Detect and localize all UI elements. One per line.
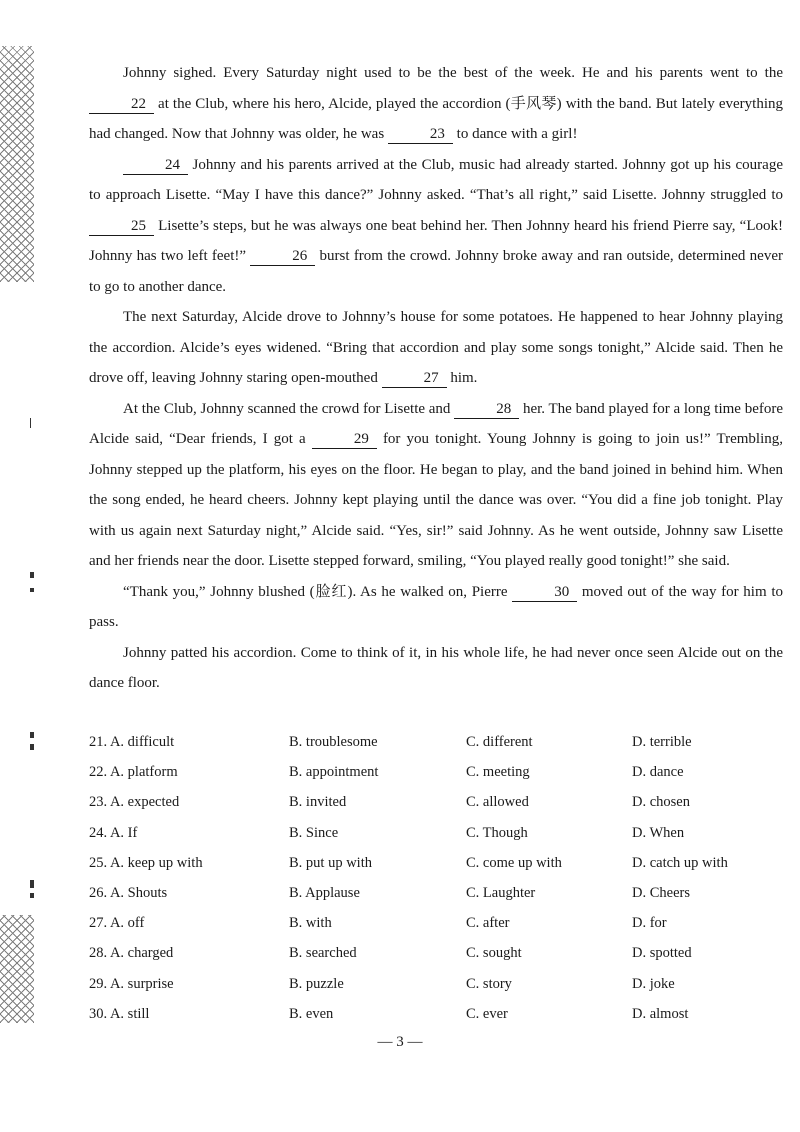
option-a [89, 787, 179, 817]
question-number: 28. [89, 945, 110, 962]
question-row-23 [89, 787, 789, 817]
question-row-26 [89, 878, 789, 908]
option-a [89, 908, 144, 938]
passage-text: him. [446, 370, 478, 386]
option-c: C. Laughter [466, 884, 536, 901]
blank-29: 29 [312, 430, 377, 449]
passage-paragraph [89, 150, 783, 303]
option-d: D. for [632, 915, 667, 932]
option-a-text: A. charged [109, 945, 174, 962]
passage-paragraph [89, 638, 783, 699]
option-b: B. even [289, 1005, 334, 1022]
blank-23: 23 [388, 125, 453, 144]
option-c: C. sought [466, 945, 522, 962]
question-row-27 [89, 908, 789, 938]
answer-options [89, 727, 789, 1029]
binding-margin-pattern-bottom [0, 915, 34, 1023]
passage-text: Johnny patted his accordion. Come to think of it, in his whole life, he had never once seen Alcide out on the dance floor. [89, 644, 783, 691]
option-d: D. chosen [632, 794, 690, 811]
passage-paragraph [89, 394, 783, 577]
option-a [89, 818, 137, 848]
option-a [89, 757, 178, 787]
option-a-text: A. off [109, 915, 145, 932]
option-b: B. puzzle [289, 975, 344, 992]
option-c: C. allowed [466, 794, 529, 811]
blank-27: 27 [382, 369, 447, 388]
passage-text: her. The band played for a long time before Alcide said, “Dear friends, I got a [89, 400, 784, 447]
margin-mark [30, 744, 34, 750]
question-number: 27. [89, 915, 110, 932]
blank-24: 24 [123, 156, 188, 175]
margin-mark [30, 572, 34, 578]
passage-text: “Thank you,” Johnny blushed (脸红). As he walked on, Pierre [123, 583, 513, 600]
option-d: D. terrible [632, 734, 692, 750]
passage-text: burst from the crowd. Johnny broke away and ran outside, determined never to go to another dance. [89, 248, 783, 295]
option-c: C. ever [466, 1005, 508, 1022]
option-a [89, 727, 174, 757]
option-a-text: A. Shouts [109, 884, 168, 901]
option-a-text: A. still [109, 1005, 150, 1022]
option-b: B. appointment [289, 764, 379, 781]
option-c: C. story [466, 975, 512, 992]
option-a [89, 999, 149, 1029]
option-c: C. after [466, 915, 510, 932]
passage-text: At the Club, Johnny scanned the crowd for Lisette and [123, 400, 455, 417]
margin-mark [30, 732, 34, 738]
question-number: 22. [89, 764, 110, 781]
option-b: B. put up with [289, 854, 372, 871]
page-number: — 3 — [377, 1034, 423, 1050]
question-number: 29. [89, 975, 110, 992]
question-number: 24. [89, 824, 110, 841]
passage-text: Lisette’s steps, but he was always one beat behind her. Then Johnny heard his friend Pierre say, “Look! Johnny has two left feet!” [89, 217, 783, 264]
blank-26: 26 [250, 247, 315, 266]
question-number: 30. [89, 1005, 110, 1022]
option-a [89, 878, 167, 908]
question-number: 23. [89, 794, 110, 811]
passage-text: at the Club, where his hero, Alcide, played the accordion (手风琴) with the band. But lately everything had changed. Now that Johnny was older, he was [89, 95, 783, 142]
passage-text: for you tonight. Young Johnny is going to join us!” Trembling, Johnny stepped up the platform, his eyes on the floor. He began to play, and the band joined in behind him. When the song ended, he heard cheers. Johnny kept playing until the dance was over. “You did a fine job tonight. Play with us again next Saturday night,” Alcide said. “Yes, sir!” said Johnny. As he went outside, Johnny saw Lisette and her friends near the door. Lisette stepped forward, smiling, “You played really good tonight!” she said. [89, 431, 783, 569]
cloze-passage [89, 58, 783, 699]
option-b: B. with [289, 915, 332, 932]
option-a [89, 969, 174, 999]
option-c: C. Though [466, 824, 528, 841]
question-row-28 [89, 938, 789, 968]
option-a-text: A. expected [109, 794, 180, 811]
blank-30: 30 [512, 583, 577, 602]
option-c: C. come up with [466, 854, 562, 871]
option-b: B. Applause [289, 884, 360, 901]
blank-28: 28 [454, 400, 519, 419]
passage-text: Johnny sighed. Every Saturday night used to be the best of the week. He and his parents went to the [123, 65, 783, 81]
margin-mark [30, 588, 34, 592]
option-d: D. catch up with [632, 854, 728, 871]
option-a-text: A. surprise [109, 975, 174, 992]
option-d: D. spotted [632, 945, 692, 962]
margin-mark [30, 418, 31, 428]
option-b: B. searched [289, 945, 357, 962]
option-d: D. Cheers [632, 884, 690, 901]
option-d: D. almost [632, 1005, 689, 1022]
question-row-22 [89, 757, 789, 787]
option-a-text: A. difficult [109, 734, 175, 750]
option-b: B. troublesome [289, 734, 378, 750]
question-row-29 [89, 969, 789, 999]
passage-text: to dance with a girl! [452, 126, 578, 142]
passage-paragraph [89, 302, 783, 394]
question-row-30 [89, 999, 789, 1029]
passage-text: The next Saturday, Alcide drove to Johnny’s house for some potatoes. He happened to hear Johnny playing the accordion. Alcide’s eyes widened. “Bring that accordion and play some songs tonight,” Alcide said. Then he drove off, leaving Johnny staring open-mouthed [89, 309, 783, 386]
option-a-text: A. platform [109, 764, 178, 781]
option-c: C. meeting [466, 764, 530, 781]
option-d: D. joke [632, 975, 675, 992]
passage-text: Johnny and his parents arrived at the Club, music had already started. Johnny got up his courage to approach Lisette. “May I have this dance?” Johnny asked. “That’s all right,” said Lisette. Johnny struggled to [89, 156, 783, 203]
margin-mark [30, 880, 34, 888]
question-number: 25. [89, 854, 110, 871]
passage-text: moved out of the way for him to pass. [89, 583, 783, 630]
question-number: 26. [89, 884, 110, 901]
option-a [89, 848, 203, 878]
option-d: D. dance [632, 764, 684, 781]
option-d: D. When [632, 824, 685, 841]
option-a-text: A. If [109, 824, 138, 841]
option-a [89, 938, 173, 968]
blank-25: 25 [89, 217, 154, 236]
blank-22: 22 [89, 95, 154, 114]
option-b: B. invited [289, 794, 347, 811]
question-row-21 [89, 727, 789, 757]
question-row-25 [89, 848, 789, 878]
binding-margin-pattern-top [0, 46, 34, 282]
option-a-text: A. keep up with [109, 854, 203, 871]
option-c: C. different [466, 734, 533, 750]
margin-mark [30, 893, 34, 898]
option-b: B. Since [289, 824, 339, 841]
question-row-24 [89, 818, 789, 848]
passage-paragraph [89, 58, 783, 150]
passage-paragraph [89, 577, 783, 638]
question-number: 21. [89, 734, 110, 750]
